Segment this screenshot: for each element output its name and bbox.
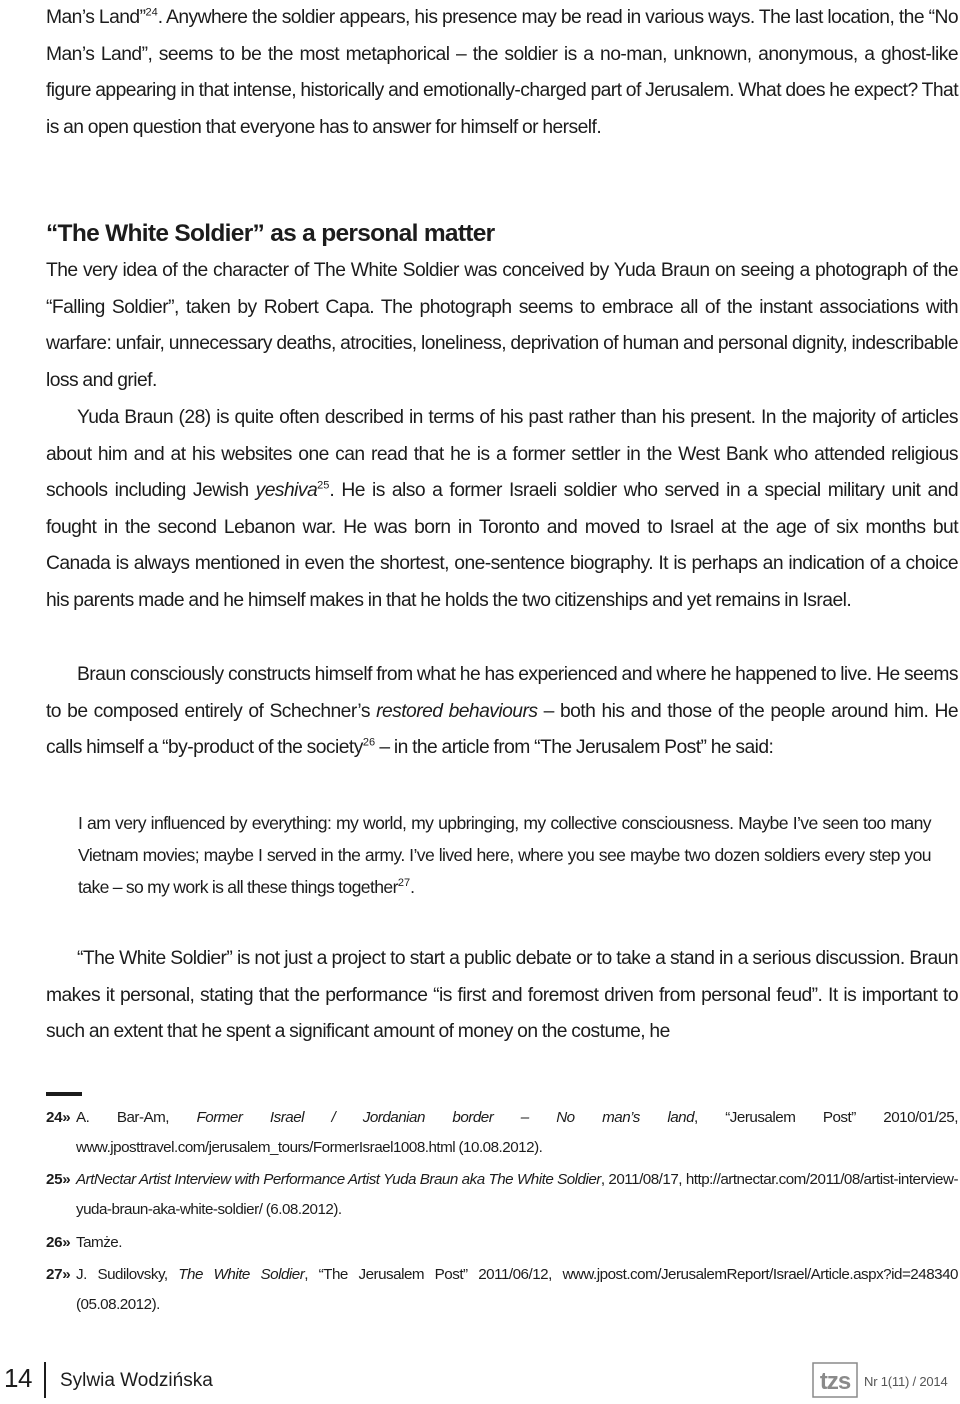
body-paragraph-4: “The White Soldier” is not just a project to start a public debate or to take a stand in a serious discussion. Braun makes it personal, stating that the performance “is first and foremost driven from personal feud”. It is important to such an extent that he spent a significant amount of money on the costume, he: [46, 948, 958, 1043]
body-paragraph-1: The very idea of the character of The White Soldier was conceived by Yuda Braun on seeing a photograph of the “Falling Soldier”, taken by Robert Capa. The photograph seems to embrace all of the instant associations with warfare: unfair, unnecessary deaths, atrocities, loneliness, deprivation of human and personal dignity, indescribable loss and grief.: [46, 260, 958, 391]
p2-text-b: . He is also a former Israeli soldier who served in a special military unit and fought in the second Lebanon war. He was born in Toronto and moved to Israel at the age of six months but Canada is always mentioned in even the shortest, one-sentence biography. It is perhaps an indication of a choice his parents made and he himself makes in that he holds the two citizenships and yet remains in Israel.: [46, 480, 958, 611]
quote-text-b: .: [410, 877, 415, 897]
footnote-title: The White Soldier: [178, 1266, 305, 1283]
footnote-link[interactable]: , “The Jerusalem Post” 2011/06/12, www.jpost.com/JerusalemReport/Israel/Article.aspx?id=248340 (05.08.2012).: [76, 1266, 958, 1313]
footnote-number: 26»: [46, 1234, 71, 1251]
footnote-number: 25»: [46, 1171, 71, 1188]
issue-number: Nr 1(11) / 2014: [864, 1374, 948, 1389]
intro-rest: . Anywhere the soldier appears, his presence may be read in various ways. The last location, the “No Man’s Land”, seems to be the most metaphorical – the soldier is a no-man, unknown, anonymous, a ghost-like figure appearing in that intense, historically and emotionally-charged part of Jerusalem. What does he expect? That is an open question that everyone has to answer for himself or herself.: [46, 7, 958, 138]
footnote-number: 24»: [46, 1109, 71, 1126]
footnote-26: [46, 1228, 958, 1258]
footnote-text: J. Sudilovsky,: [76, 1266, 179, 1283]
section-heading: “The White Soldier” as a personal matter: [46, 220, 495, 247]
footnote-text: A. Bar-Am,: [76, 1109, 197, 1126]
footnote-number: 27»: [46, 1266, 71, 1283]
footnote-title: ArtNectar Artist Interview with Performance Artist Yuda Braun aka The White Soldier: [76, 1171, 601, 1188]
footnote-ref-24[interactable]: 24: [145, 6, 158, 19]
p3-text-a: Braun consciously constructs himself from what he has experienced and where he happened to live. He seems to be composed entirely of Schechner’s: [46, 664, 958, 722]
footnote-text: Tamże.: [76, 1234, 122, 1251]
page-number: 14: [4, 1363, 32, 1393]
footer-divider: [44, 1362, 46, 1398]
footnote-25: [46, 1165, 958, 1225]
footnote-24: [46, 1103, 958, 1163]
p3-text-b: – both his and those of the people around him. He calls himself a “by-product of the society: [46, 700, 958, 759]
footnote-ref-25[interactable]: 25: [317, 479, 330, 492]
body-paragraph-3: [46, 657, 958, 767]
block-quote: [78, 807, 931, 903]
intro-paragraph: [46, 0, 958, 146]
p3-emphasis: restored behaviours: [376, 700, 538, 722]
author-name: Sylwia Wodzińska: [60, 1370, 213, 1391]
footnote-ref-27[interactable]: 27: [397, 877, 411, 890]
footnote-27: [46, 1260, 958, 1320]
p3-text-c: – in the article from “The Jerusalem Post” he said:: [375, 737, 774, 759]
p2-emphasis: yeshiva: [255, 480, 318, 502]
page-footer: [0, 1360, 960, 1404]
footnote-ref-26[interactable]: 26: [362, 736, 376, 749]
intro-text: Man’s Land”: [46, 7, 146, 28]
body-paragraph-2: [46, 400, 958, 620]
footnote-title: Former Israel / Jordanian border – No man’s land: [196, 1109, 695, 1126]
logo-text: tzs: [819, 1368, 851, 1395]
footnote-rule: [46, 1092, 82, 1096]
p2-text-a: Yuda Braun (28) is quite often described in terms of his past rather than his present. In the majority of articles about him and at his websites one can read that he is a former settler in the West Bank who attended religious schools including Jewish: [46, 407, 958, 502]
journal-logo-icon: [812, 1362, 858, 1398]
footnote-link[interactable]: , “Jerusalem Post” 2010/01/25, www.jposttravel.com/jerusalem_tours/FormerIsrael1008.html (10.08.2012).: [76, 1109, 958, 1156]
footnote-link[interactable]: , 2011/08/17, http://artnectar.com/2011/08/artist-interview-yuda-braun-aka-white-soldier/ (6.08.2012).: [76, 1171, 959, 1218]
quote-text-a: I am very influenced by everything: my world, my upbringing, my collective consciousness. Maybe I’ve seen too many Vietnam movies; maybe I served in the army. I’ve lived here, where you see maybe two dozen soldiers every step you take – so my work is all these things together: [78, 813, 931, 897]
